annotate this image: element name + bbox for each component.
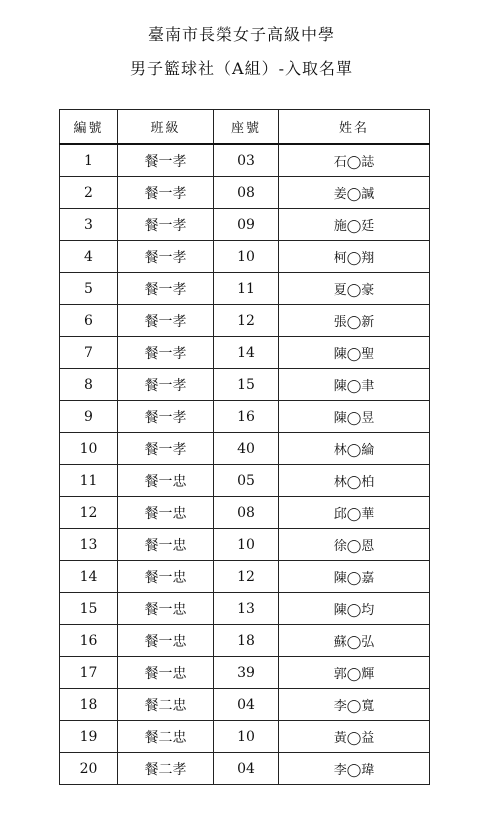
table-row: [60, 465, 430, 497]
class-cell: 餐一忠: [118, 529, 214, 561]
seat-cell: 09: [214, 209, 279, 241]
class-cell: 餐一忠: [118, 657, 214, 689]
class-cell: 餐一忠: [118, 625, 214, 657]
seat-cell: 10: [214, 721, 279, 753]
number-cell: 13: [60, 529, 118, 561]
number-cell: 15: [60, 593, 118, 625]
table-row: [60, 337, 430, 369]
table-row: [60, 433, 430, 465]
name-cell: 黃◯益: [279, 721, 430, 753]
seat-cell: 08: [214, 497, 279, 529]
class-cell: 餐一忠: [118, 497, 214, 529]
class-cell: 餐一孝: [118, 177, 214, 209]
class-cell: 餐一孝: [118, 209, 214, 241]
name-cell: 柯◯翔: [279, 241, 430, 273]
table-row: [60, 561, 430, 593]
seat-cell: 10: [214, 241, 279, 273]
number-cell: 1: [60, 144, 118, 177]
column-header-seat: 座號: [214, 110, 279, 145]
seat-cell: 40: [214, 433, 279, 465]
table-row: [60, 241, 430, 273]
number-cell: 11: [60, 465, 118, 497]
name-cell: 姜◯諴: [279, 177, 430, 209]
table-row: [60, 721, 430, 753]
class-cell: 餐一忠: [118, 593, 214, 625]
class-cell: 餐二忠: [118, 689, 214, 721]
seat-cell: 13: [214, 593, 279, 625]
class-cell: 餐一孝: [118, 433, 214, 465]
roster-table-body: [60, 144, 430, 785]
column-header-number: 編號: [60, 110, 118, 145]
class-cell: 餐一孝: [118, 305, 214, 337]
name-cell: 林◯柏: [279, 465, 430, 497]
table-row: [60, 273, 430, 305]
class-cell: 餐一孝: [118, 369, 214, 401]
seat-cell: 39: [214, 657, 279, 689]
name-cell: 郭◯輝: [279, 657, 430, 689]
number-cell: 14: [60, 561, 118, 593]
class-cell: 餐一忠: [118, 465, 214, 497]
table-row: [60, 177, 430, 209]
table-row: [60, 305, 430, 337]
name-cell: 陳◯聿: [279, 369, 430, 401]
table-row: [60, 593, 430, 625]
seat-cell: 12: [214, 561, 279, 593]
name-cell: 張◯新: [279, 305, 430, 337]
table-row: [60, 657, 430, 689]
number-cell: 6: [60, 305, 118, 337]
roster-table: [59, 109, 430, 785]
seat-cell: 08: [214, 177, 279, 209]
class-cell: 餐二忠: [118, 721, 214, 753]
name-cell: 石◯誌: [279, 144, 430, 177]
number-cell: 9: [60, 401, 118, 433]
table-row: [60, 209, 430, 241]
list-title: 男子籃球社（A組）-入取名單: [130, 59, 353, 78]
number-cell: 4: [60, 241, 118, 273]
table-row: [60, 529, 430, 561]
number-cell: 7: [60, 337, 118, 369]
table-row: [60, 625, 430, 657]
table-row: [60, 497, 430, 529]
class-cell: 餐一孝: [118, 144, 214, 177]
number-cell: 2: [60, 177, 118, 209]
number-cell: 19: [60, 721, 118, 753]
number-cell: 10: [60, 433, 118, 465]
seat-cell: 15: [214, 369, 279, 401]
number-cell: 5: [60, 273, 118, 305]
name-cell: 夏◯豪: [279, 273, 430, 305]
name-cell: 林◯綸: [279, 433, 430, 465]
number-cell: 3: [60, 209, 118, 241]
name-cell: 陳◯聖: [279, 337, 430, 369]
class-cell: 餐一孝: [118, 273, 214, 305]
school-title: 臺南市長榮女子高級中學: [147, 25, 335, 44]
class-cell: 餐一忠: [118, 561, 214, 593]
seat-cell: 03: [214, 144, 279, 177]
class-cell: 餐一孝: [118, 401, 214, 433]
roster-table-header: [60, 110, 430, 145]
number-cell: 17: [60, 657, 118, 689]
name-cell: 陳◯昱: [279, 401, 430, 433]
name-cell: 邱◯華: [279, 497, 430, 529]
table-row: [60, 401, 430, 433]
seat-cell: 04: [214, 689, 279, 721]
seat-cell: 12: [214, 305, 279, 337]
seat-cell: 18: [214, 625, 279, 657]
number-cell: 8: [60, 369, 118, 401]
table-row: [60, 689, 430, 721]
class-cell: 餐一孝: [118, 241, 214, 273]
table-row: [60, 753, 430, 785]
seat-cell: 04: [214, 753, 279, 785]
class-cell: 餐一孝: [118, 337, 214, 369]
column-header-class: 班級: [118, 110, 214, 145]
seat-cell: 11: [214, 273, 279, 305]
header-row: [60, 110, 430, 145]
seat-cell: 10: [214, 529, 279, 561]
name-cell: 陳◯均: [279, 593, 430, 625]
name-cell: 李◯瑋: [279, 753, 430, 785]
name-cell: 蘇◯弘: [279, 625, 430, 657]
name-cell: 李◯寬: [279, 689, 430, 721]
table-row: [60, 144, 430, 177]
class-cell: 餐二孝: [118, 753, 214, 785]
seat-cell: 14: [214, 337, 279, 369]
table-row: [60, 369, 430, 401]
seat-cell: 05: [214, 465, 279, 497]
column-header-name: 姓名: [279, 110, 430, 145]
number-cell: 20: [60, 753, 118, 785]
name-cell: 陳◯嘉: [279, 561, 430, 593]
number-cell: 18: [60, 689, 118, 721]
seat-cell: 16: [214, 401, 279, 433]
number-cell: 12: [60, 497, 118, 529]
name-cell: 施◯廷: [279, 209, 430, 241]
name-cell: 徐◯恩: [279, 529, 430, 561]
number-cell: 16: [60, 625, 118, 657]
